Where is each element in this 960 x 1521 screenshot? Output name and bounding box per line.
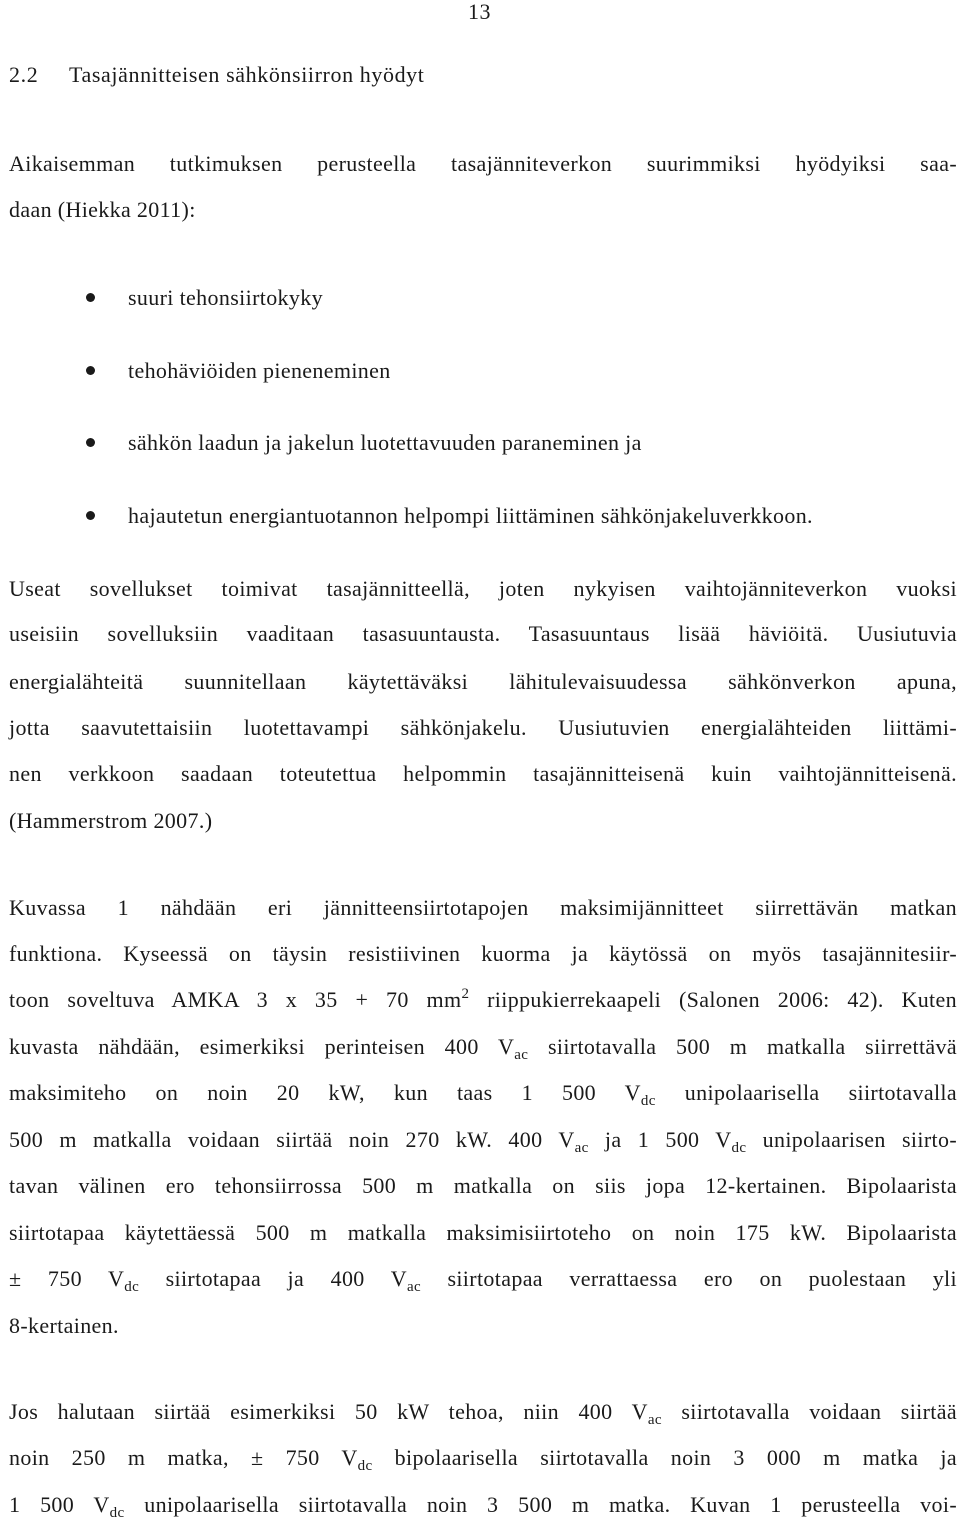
- bullet-icon: [86, 293, 95, 302]
- page-number: 13: [468, 0, 491, 24]
- section-heading: [9, 60, 949, 90]
- bullet-icon: [86, 511, 95, 520]
- bullet-text: hajautetun energiantuotannon helpompi liittäminen sähkönjakeluverkkoon.: [128, 503, 813, 528]
- intro-line-2: daan (Hiekka 2011):: [9, 197, 196, 222]
- paragraph-line: useisiin sovelluksiin vaaditaan tasasuuntausta. Tasasuuntaus lisää häviöitä. Uusiutuvia: [9, 621, 957, 646]
- paragraph-line: Useat sovellukset toimivat tasajännitteellä, joten nykyisen vaihtojänniteverkon vuoksi: [9, 576, 957, 601]
- bullet-icon: [86, 438, 95, 447]
- section-number: 2.2: [9, 62, 39, 87]
- paragraph-line: nen verkkoon saadaan toteutettua helpommin tasajännitteisenä kuin vaihtojännitteisenä.: [9, 761, 957, 786]
- paragraph-line: noin 250 m matka, ± 750 $V_{dc}$ bipolaarisella siirtotavalla noin 3 000 m matka ja: [9, 1445, 957, 1474]
- paragraph-line: Kuvassa 1 nähdään eri jännitteensiirtotapojen maksimijännitteet siirrettävän matkan: [9, 895, 957, 920]
- paragraph-line: energialähteitä suunnitellaan käytettäväksi lähitulevaisuudessa sähkönverkon apuna,: [9, 669, 957, 694]
- bullet-text: sähkön laadun ja jakelun luotettavuuden paraneminen ja: [128, 430, 642, 455]
- paragraph-line: toon soveltuva AMKA 3 x 35 + 70 $mm^2$ riippukierrekaapeli (Salonen 2006: 42). Kuten: [9, 986, 957, 1012]
- paragraph-line: kuvasta nähdään, esimerkiksi perinteisen 400 $V_{ac}$ siirtotavalla 500 m matkalla siirrettävä: [9, 1034, 957, 1063]
- paragraph-line: ± 750 $V_{dc}$ siirtotapaa ja 400 $V_{ac}$ siirtotapaa verrattaessa ero on puolestaan yli: [9, 1266, 957, 1295]
- intro-line-1: Aikaisemman tutkimuksen perusteella tasajänniteverkon suurimmiksi hyödyiksi saa-: [9, 151, 957, 176]
- paragraph-line: Jos halutaan siirtää esimerkiksi 50 kW tehoa, niin 400 $V_{ac}$ siirtotavalla voidaan siirtää: [9, 1399, 957, 1428]
- paragraph-line: 8-kertainen.: [9, 1313, 119, 1338]
- section-title: Tasajännitteisen sähkönsiirron hyödyt: [69, 62, 425, 87]
- bullet-text: suuri tehonsiirtokyky: [128, 285, 323, 310]
- bullet-icon: [86, 366, 95, 375]
- paragraph-line: funktiona. Kyseessä on täysin resistiivinen kuorma ja käytössä on myös tasajännitesiir-: [9, 941, 957, 966]
- paragraph-line: (Hammerstrom 2007.): [9, 808, 213, 833]
- paragraph-line: tavan välinen ero tehonsiirrossa 500 m matkalla on siis jopa 12-kertainen. Bipolaarista: [9, 1173, 957, 1198]
- bullet-text: tehohäviöiden pieneneminen: [128, 358, 391, 383]
- paragraph-line: jotta saavutettaisiin luotettavampi sähkönjakelu. Uusiutuvien energialähteiden liittämi-: [9, 715, 957, 740]
- paragraph-line: 1 500 $V_{dc}$ unipolaarisella siirtotavalla noin 3 500 m matka. Kuvan 1 perusteella voi-: [9, 1492, 957, 1521]
- paragraph-line: siirtotapaa käytettäessä 500 m matkalla maksimisiirtoteho on noin 175 kW. Bipolaarista: [9, 1220, 957, 1245]
- paragraph-line: 500 m matkalla voidaan siirtää noin 270 kW. 400 $V_{ac}$ ja 1 500 $V_{dc}$ unipolaarisen siirto-: [9, 1127, 957, 1156]
- paragraph-line: maksimiteho on noin 20 kW, kun taas 1 500 $V_{dc}$ unipolaarisella siirtotavalla: [9, 1080, 957, 1109]
